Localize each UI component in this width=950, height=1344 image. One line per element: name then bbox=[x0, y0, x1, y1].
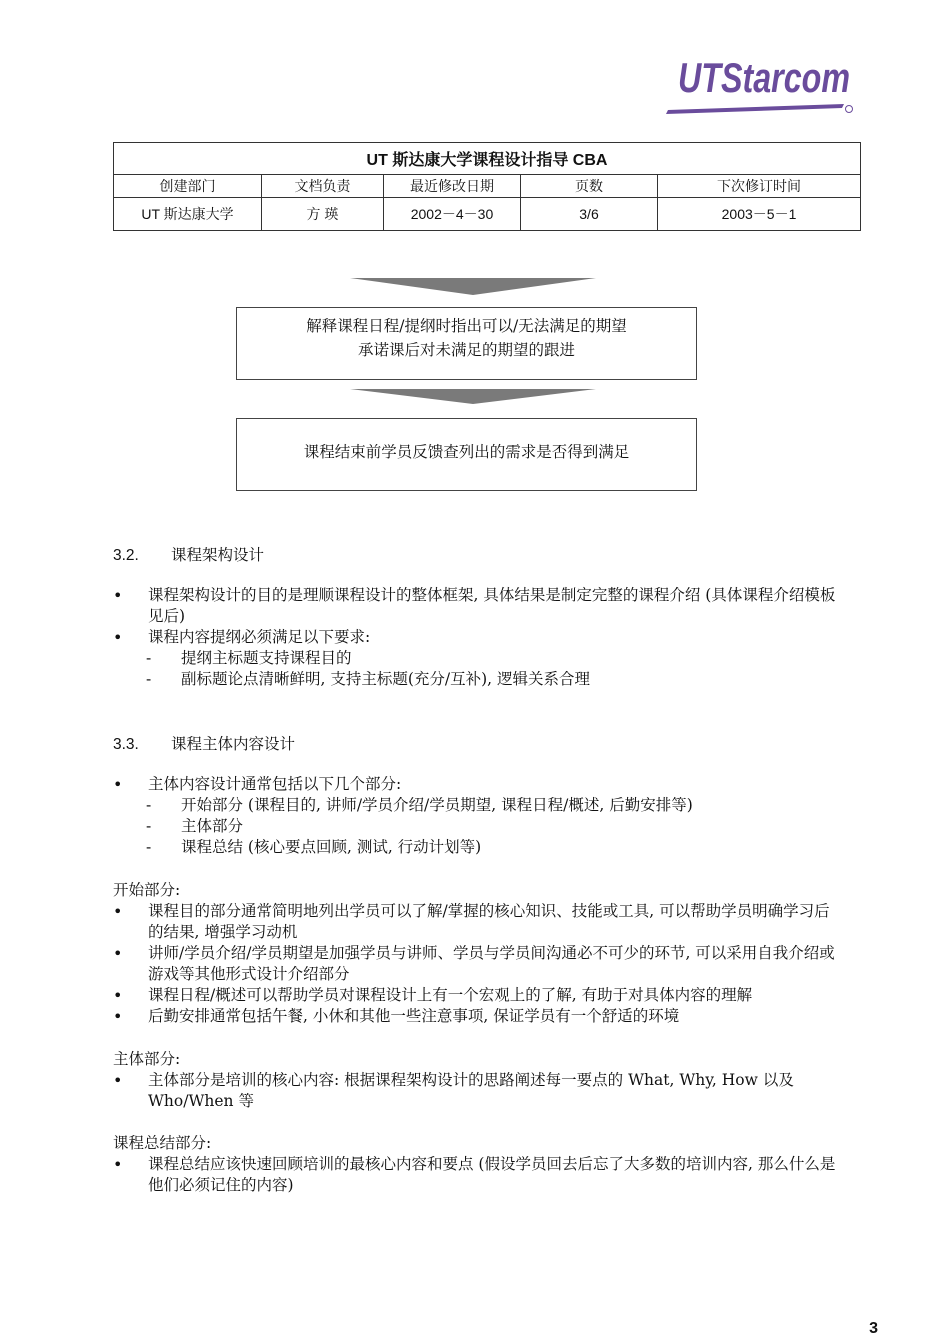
document-info-table bbox=[113, 142, 861, 231]
document-title: UT 斯达康大学课程设计指导 CBA bbox=[114, 143, 861, 175]
flow-box-line: 课程结束前学员反馈查列出的需求是否得到满足 bbox=[303, 443, 630, 461]
down-arrow-icon bbox=[350, 278, 596, 296]
section-title: 课程主体内容设计 bbox=[171, 735, 296, 753]
table-cell: UT 斯达康大学 bbox=[114, 198, 262, 231]
table-cell: 3/6 bbox=[521, 198, 658, 231]
subheading: 主体部分: bbox=[113, 1050, 181, 1068]
flow-box-line: 承诺课后对未满足的期望的跟进 bbox=[357, 341, 575, 359]
table-cell: 方 瑛 bbox=[262, 198, 384, 231]
section-heading-3-2 bbox=[113, 543, 264, 565]
sub-list-item: - 开始部分 (课程目的, 讲师/学员介绍/学员期望, 课程日程/概述, 后勤安排等) bbox=[113, 795, 843, 816]
section-3-2-list bbox=[113, 585, 843, 690]
column-header: 最近修改日期 bbox=[384, 175, 521, 198]
main-part-block bbox=[113, 1049, 843, 1112]
list-item: • 主体内容设计通常包括以下几个部分: bbox=[113, 774, 843, 795]
list-item: • 后勤安排通常包括午餐, 小休和其他一些注意事项, 保证学员有一个舒适的环境 bbox=[113, 1006, 843, 1027]
summary-part-block bbox=[113, 1133, 843, 1196]
list-item: • 主体部分是培训的核心内容: 根据课程架构设计的思路阐述每一要点的 What, Why, How 以及 Who/When 等 bbox=[113, 1070, 843, 1112]
list-item: • 讲师/学员介绍/学员期望是加强学员与讲师、学员与学员间沟通必不可少的环节, 可以采用自我介绍或游戏等其他形式设计介绍部分 bbox=[113, 943, 843, 985]
table-cell: 2003－5－1 bbox=[658, 198, 861, 231]
section-title: 课程架构设计 bbox=[171, 546, 265, 564]
list-item: • 课程日程/概述可以帮助学员对课程设计上有一个宏观上的了解, 有助于对具体内容的理解 bbox=[113, 985, 843, 1006]
logo-graphic bbox=[664, 54, 856, 116]
column-header: 页数 bbox=[521, 175, 658, 198]
section-number: 3.2. bbox=[113, 547, 139, 564]
list-item: • 课程内容提纲必须满足以下要求: bbox=[113, 627, 843, 648]
list-item: • 课程架构设计的目的是理顺课程设计的整体框架, 具体结果是制定完整的课程介绍 (具体课程介绍模板见后) bbox=[113, 585, 843, 627]
list-item: • 课程目的部分通常简明地列出学员可以了解/掌握的核心知识、技能或工具, 可以帮助学员明确学习后的结果, 增强学习动机 bbox=[113, 901, 843, 943]
page-number: 3 bbox=[869, 1320, 878, 1337]
section-heading-3-3 bbox=[113, 732, 295, 754]
sub-list-item: - 副标题论点清晰鲜明, 支持主标题(充分/互补), 逻辑关系合理 bbox=[113, 669, 843, 690]
list-item: • 课程总结应该快速回顾培训的最核心内容和要点 (假设学员回去后忘了大多数的培训内容, 那么什么是他们必须记住的内容) bbox=[113, 1154, 843, 1196]
column-header: 下次修订时间 bbox=[658, 175, 861, 198]
logo-text: UTStarcom bbox=[678, 54, 850, 101]
section-number: 3.3. bbox=[113, 736, 139, 753]
flow-box-expectations bbox=[236, 307, 697, 380]
table-cell: 2002－4－30 bbox=[384, 198, 521, 231]
column-header: 文档负责 bbox=[262, 175, 384, 198]
down-arrow-icon bbox=[350, 389, 596, 405]
section-3-3-list bbox=[113, 774, 843, 858]
column-header: 创建部门 bbox=[114, 175, 262, 198]
utstarcom-logo bbox=[664, 54, 856, 116]
flow-box-feedback bbox=[236, 418, 697, 491]
subheading: 课程总结部分: bbox=[113, 1134, 212, 1152]
sub-list-item: - 课程总结 (核心要点回顾, 测试, 行动计划等) bbox=[113, 837, 843, 858]
start-part-block bbox=[113, 880, 843, 1027]
flow-box-line: 解释课程日程/提纲时指出可以/无法满足的期望 bbox=[306, 317, 627, 335]
sub-list-item: - 主体部分 bbox=[113, 816, 843, 837]
sub-list-item: - 提纲主标题支持课程目的 bbox=[113, 648, 843, 669]
subheading: 开始部分: bbox=[113, 881, 181, 899]
